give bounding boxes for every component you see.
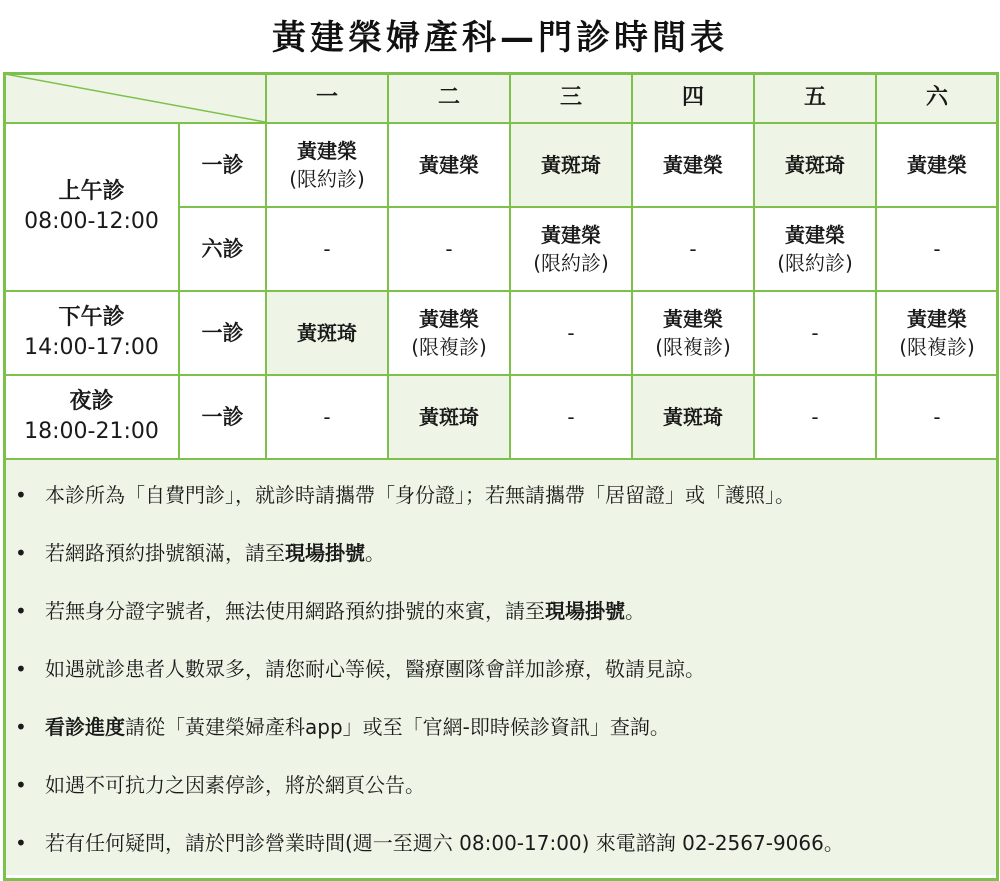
schedule-cell: 黃斑琦: [388, 375, 510, 459]
bullet: •: [15, 599, 27, 623]
note-text: 如遇就診患者人數眾多，請您耐心等候，醫療團隊會詳加診療，敬請見諒。: [45, 657, 705, 681]
note-text: 如遇不可抗力之因素停診，將於網頁公告。: [45, 773, 425, 797]
day-header: 六: [876, 73, 998, 123]
schedule-cell: -: [876, 375, 998, 459]
period-label: 夜診: [69, 389, 114, 414]
day-header: 四: [632, 73, 754, 123]
schedule-cell: 黃建榮: [876, 123, 998, 207]
bullet: •: [15, 541, 27, 565]
bullet: •: [15, 773, 27, 797]
schedule-cell: 黃建榮 (限複診): [876, 291, 998, 375]
note-text: 若網路預約掛號額滿，請至現場掛號。: [45, 541, 385, 565]
schedule-cell: 黃斑琦: [510, 123, 632, 207]
period-time: 18:00-21:00: [24, 419, 159, 444]
schedule-cell: 黃建榮 (限複診): [388, 291, 510, 375]
day-header: 五: [754, 73, 876, 123]
schedule-cell: -: [388, 207, 510, 291]
schedule-cell: 黃建榮 (限複診): [632, 291, 754, 375]
note-text: 看診進度請從「黃建榮婦產科app」或至「官網-即時候診資訊」查詢。: [45, 715, 670, 739]
schedule-cell: 黃建榮 (限約診): [510, 207, 632, 291]
period-label: 上午診: [58, 179, 125, 204]
bullet: •: [15, 483, 27, 507]
clinic-label: 一診: [179, 123, 266, 207]
bullet: •: [15, 715, 27, 739]
schedule-cell: 黃斑琦: [632, 375, 754, 459]
clinic-label: 一診: [179, 291, 266, 375]
day-header: 一: [266, 73, 388, 123]
schedule-cell: -: [754, 375, 876, 459]
schedule-cell: -: [632, 207, 754, 291]
schedule-cell: 黃斑琦: [754, 123, 876, 207]
schedule-cell: -: [266, 375, 388, 459]
day-header: 二: [388, 73, 510, 123]
note-text: 若無身分證字號者，無法使用網路預約掛號的來賓，請至現場掛號。: [45, 599, 645, 623]
bullet: •: [15, 657, 27, 681]
schedule-cell: 黃斑琦: [266, 291, 388, 375]
schedule-cell: -: [510, 291, 632, 375]
period-time: 14:00-17:00: [24, 335, 159, 360]
clinic-label: 六診: [179, 207, 266, 291]
schedule-cell: -: [510, 375, 632, 459]
day-header: 三: [510, 73, 632, 123]
schedule-cell: -: [876, 207, 998, 291]
period-time: 08:00-12:00: [24, 209, 159, 234]
clinic-label: 一診: [179, 375, 266, 459]
schedule-cell: -: [266, 207, 388, 291]
schedule-cell: 黃建榮 (限約診): [754, 207, 876, 291]
schedule-cell: -: [754, 291, 876, 375]
page-title: 黃建榮婦產科—門診時間表: [272, 18, 728, 58]
schedule-cell: 黃建榮: [632, 123, 754, 207]
period-label: 下午診: [58, 305, 125, 330]
outer-frame: [3, 72, 999, 881]
note-text: 本診所為「自費門診」，就診時請攜帶「身份證」；若無請攜帶「居留證」或「護照」。: [45, 483, 795, 507]
bullet: •: [15, 831, 27, 855]
note-text: 若有任何疑問，請於門診營業時間(週一至週六 08:00-17:00) 來電諮詢 02-2567-9066。: [45, 831, 844, 855]
schedule-cell: 黃建榮 (限約診): [266, 123, 388, 207]
schedule-cell: 黃建榮: [388, 123, 510, 207]
